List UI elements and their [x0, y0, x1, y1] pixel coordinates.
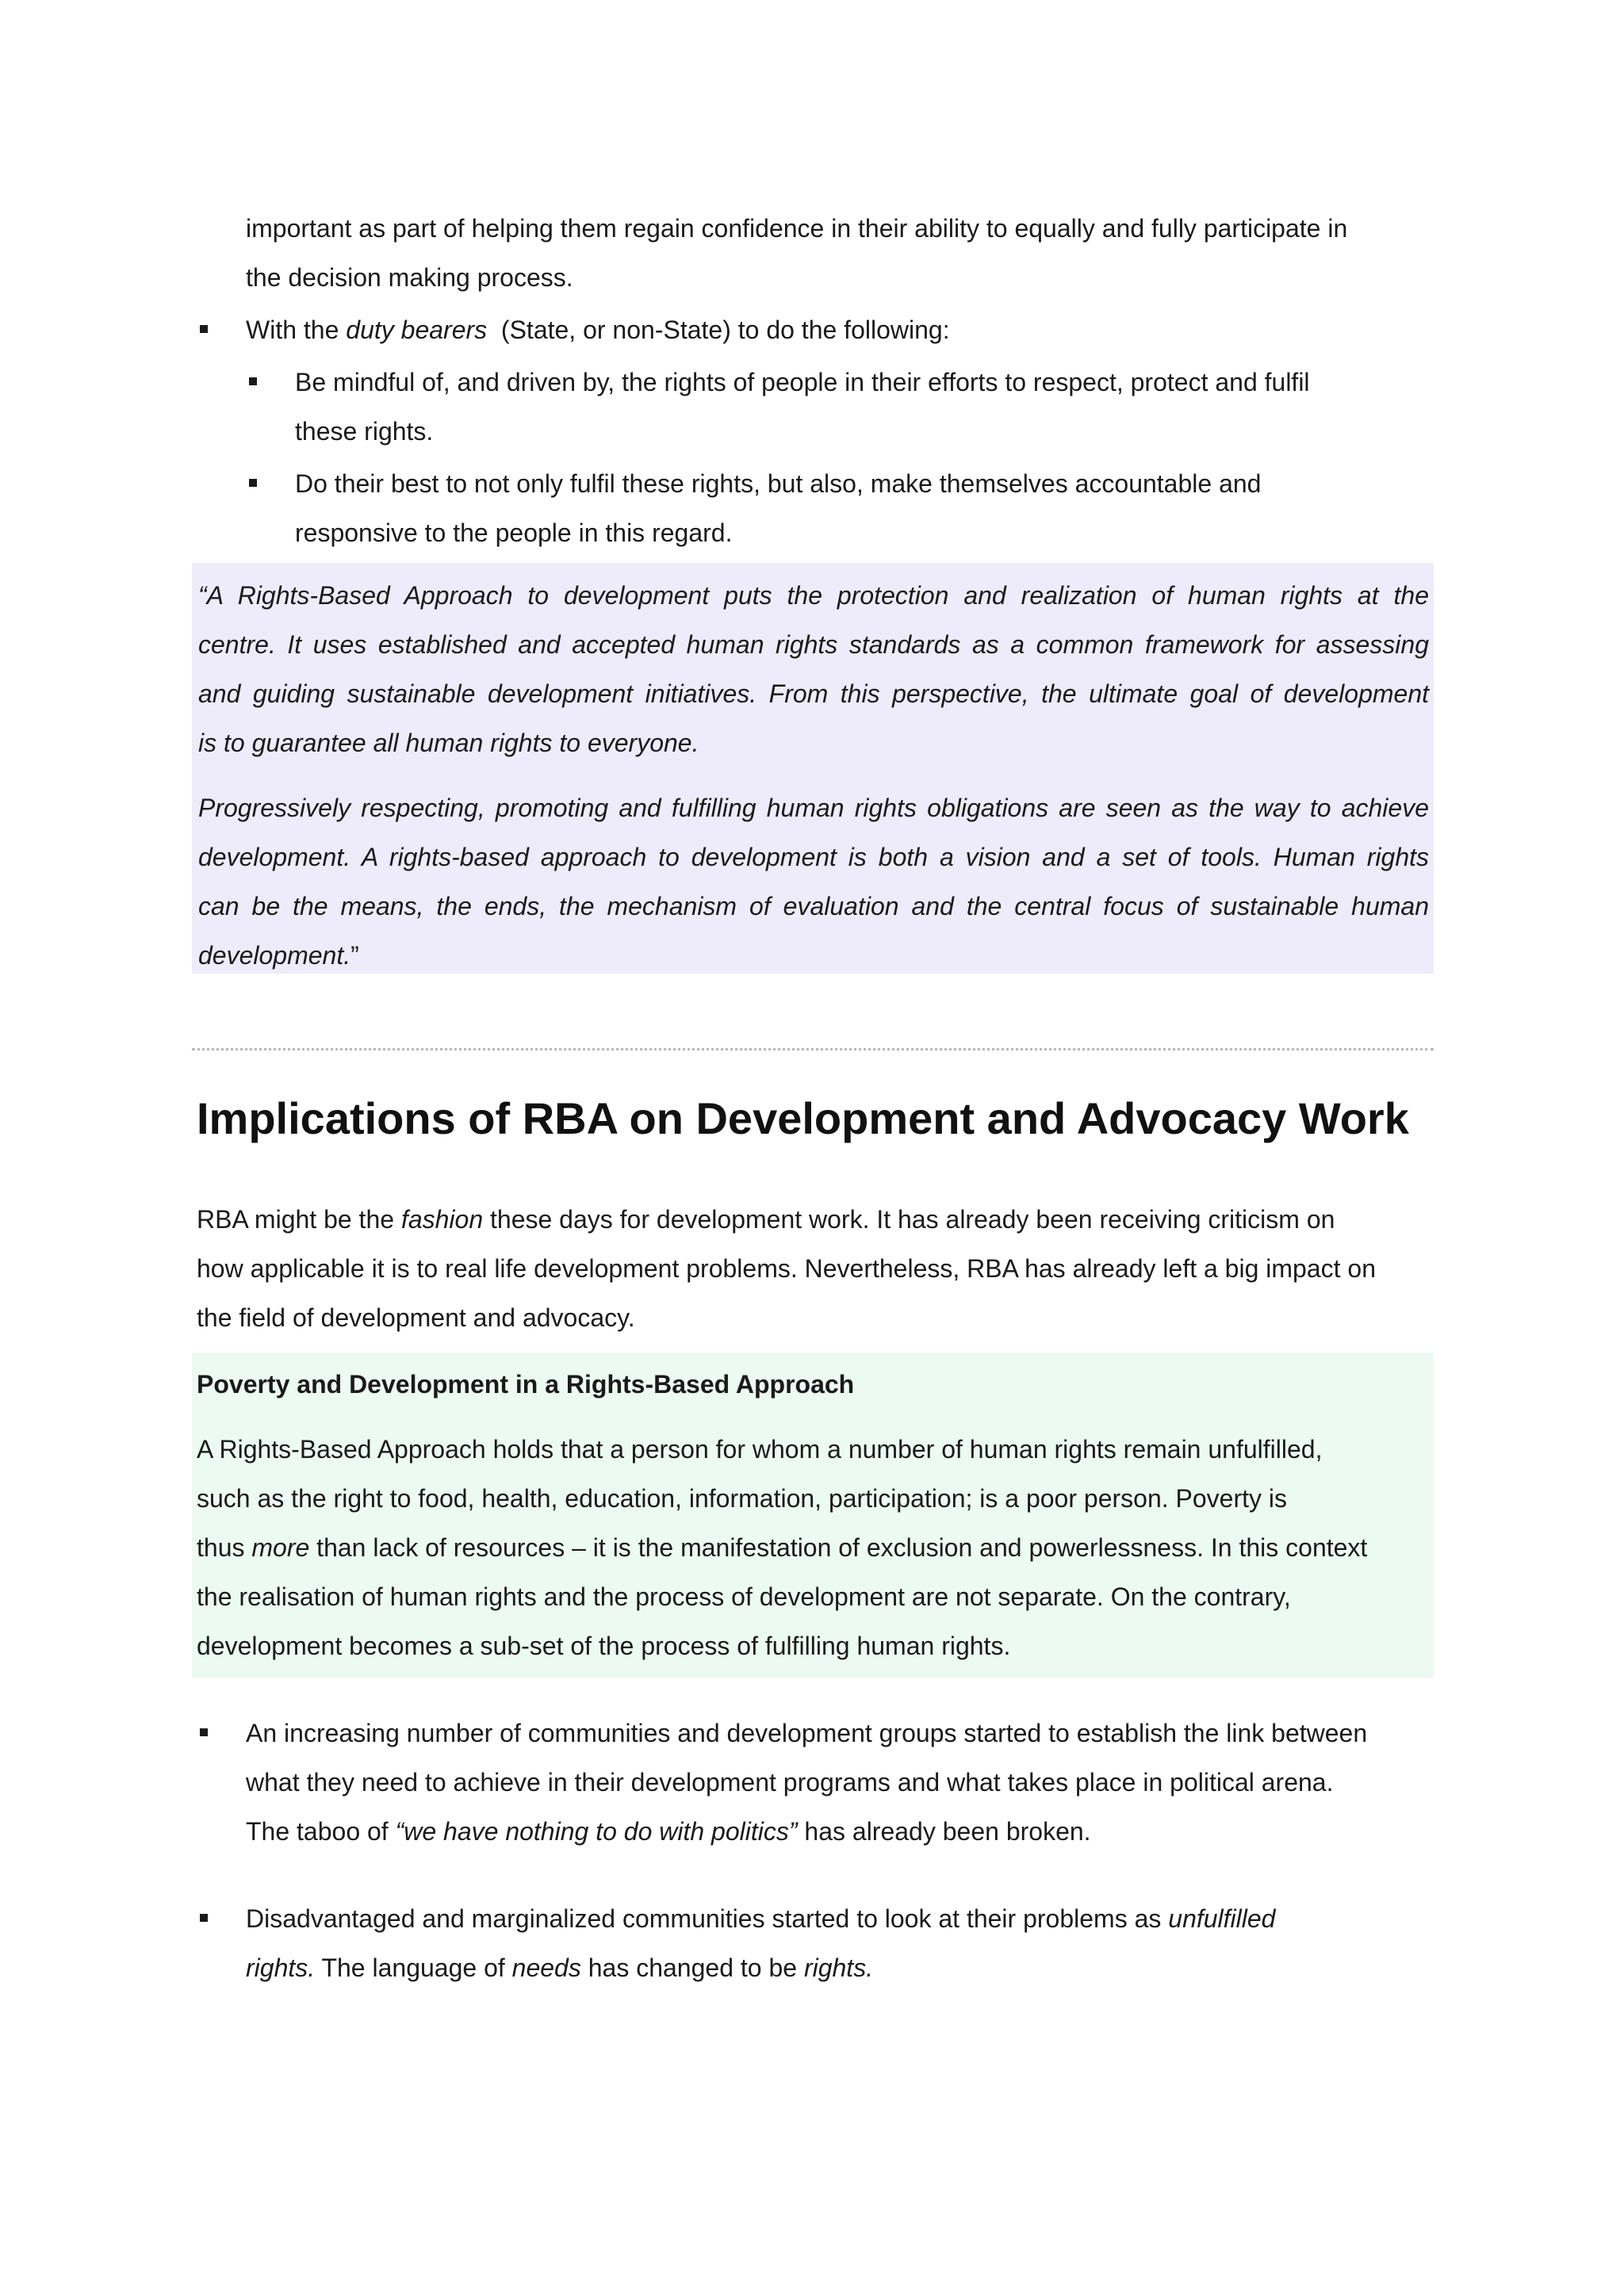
intro-prefix: RBA might be the [197, 1205, 401, 1234]
intro-line-2: how applicable it is to real life development problems. Nevertheless, RBA has already left a big impact on [197, 1254, 1376, 1283]
bullet-1-line-2: what they need to achieve in their development programs and what takes place in political arena. [246, 1768, 1334, 1797]
poverty-l3-prefix: thus [197, 1533, 252, 1562]
quote-line: can be the means, the ends, the mechanism of evaluation and the central focus of sustainable human [198, 892, 1429, 920]
poverty-callout-title: Poverty and Development in a Rights-Based Approach [197, 1370, 855, 1399]
bullet-2-line-2 [246, 1952, 873, 1984]
language-text: The language of [315, 1954, 512, 1982]
section-heading: Implications of RBA on Development and Advocacy Work [197, 1093, 1409, 1143]
taboo-prefix: The taboo of [246, 1817, 396, 1846]
duty-bearers-italic: duty bearers [346, 316, 488, 344]
bullet-2-line-1 [246, 1903, 1275, 1934]
fashion-italic: fashion [400, 1205, 484, 1234]
quote-line: and guiding sustainable development initiatives. From this perspective, the ultimate goal of development [198, 679, 1429, 708]
intro-line-3: the field of development and advocacy. [197, 1303, 635, 1332]
rights-italic: rights. [246, 1954, 316, 1982]
quote-last-italic: development. [198, 941, 351, 970]
quote-line: centre. It uses established and accepted human rights standards as a common framework for assessing [198, 630, 1429, 659]
bullet-marker [200, 325, 208, 333]
poverty-line-1: A Rights-Based Approach holds that a person for whom a number of human rights remain unfulfilled, [197, 1435, 1323, 1464]
bullet-marker [200, 1914, 208, 1922]
sub-bullet-marker [249, 479, 257, 487]
sub-item-2-line-1: Do their best to not only fulfil these rights, but also, make themselves accountable and [295, 469, 1262, 498]
section-divider [192, 1048, 1434, 1050]
poverty-line-5: development becomes a sub-set of the process of fulfilling human rights. [197, 1632, 1011, 1660]
poverty-line-3 [197, 1532, 1367, 1563]
list-continuation-line-1: important as part of helping them regain confidence in their ability to equally and fully participate in [246, 214, 1348, 243]
changed-text: has changed to be [580, 1954, 804, 1982]
intro-suffix: these days for development work. It has already been receiving criticism on [483, 1205, 1335, 1234]
intro-line-1 [197, 1203, 1335, 1235]
quote-line: “A Rights-Based Approach to development puts the protection and realization of human rights at the [198, 581, 1429, 610]
quote-last-line [198, 939, 1429, 971]
taboo-suffix: has already been broken. [797, 1817, 1091, 1846]
needs-italic: needs [511, 1954, 581, 1982]
sub-item-1-line-1: Be mindful of, and driven by, the rights of people in their efforts to respect, protect and fulfil [295, 368, 1310, 396]
sub-item-2-line-2: responsive to the people in this regard. [295, 519, 733, 547]
rights-italic-end: rights. [803, 1954, 874, 1982]
poverty-l3-suffix: than lack of resources – it is the manifestation of exclusion and powerlessness. In this context [309, 1533, 1368, 1562]
poverty-line-2: such as the right to food, health, education, information, participation; is a poor person. Poverty is [197, 1484, 1287, 1513]
bullet-1-line-3 [246, 1816, 1091, 1847]
duty-prefix: With the [246, 316, 347, 344]
unfulfilled-italic: unfulfilled [1168, 1904, 1276, 1933]
bullet-1-line-1: An increasing number of communities and development groups started to establish the link between [246, 1719, 1368, 1747]
list-continuation-line-2: the decision making process. [246, 263, 573, 292]
sub-item-1-line-2: these rights. [295, 417, 434, 446]
poverty-callout-box [192, 1353, 1434, 1678]
duty-bearers-item [246, 314, 950, 346]
poverty-line-4: the realisation of human rights and the process of development are not separate. On the contrary, [197, 1582, 1291, 1611]
duty-suffix: (State, or non-State) to do the following: [487, 316, 950, 344]
bullet-marker [200, 1728, 208, 1736]
bullet-2-prefix: Disadvantaged and marginalized communities started to look at their problems as [246, 1904, 1169, 1933]
sub-bullet-marker [249, 377, 257, 385]
quote-close-mark: ” [350, 941, 359, 970]
taboo-italic-quote: “we have nothing to do with politics” [395, 1817, 798, 1846]
quote-line: Progressively respecting, promoting and fulfilling human rights obligations are seen as the way to achieve [198, 794, 1429, 822]
quote-line: is to guarantee all human rights to everyone. [198, 729, 699, 757]
quote-line: development. A rights-based approach to development is both a vision and a set of tools. Human rights [198, 843, 1429, 871]
more-italic: more [251, 1533, 310, 1562]
